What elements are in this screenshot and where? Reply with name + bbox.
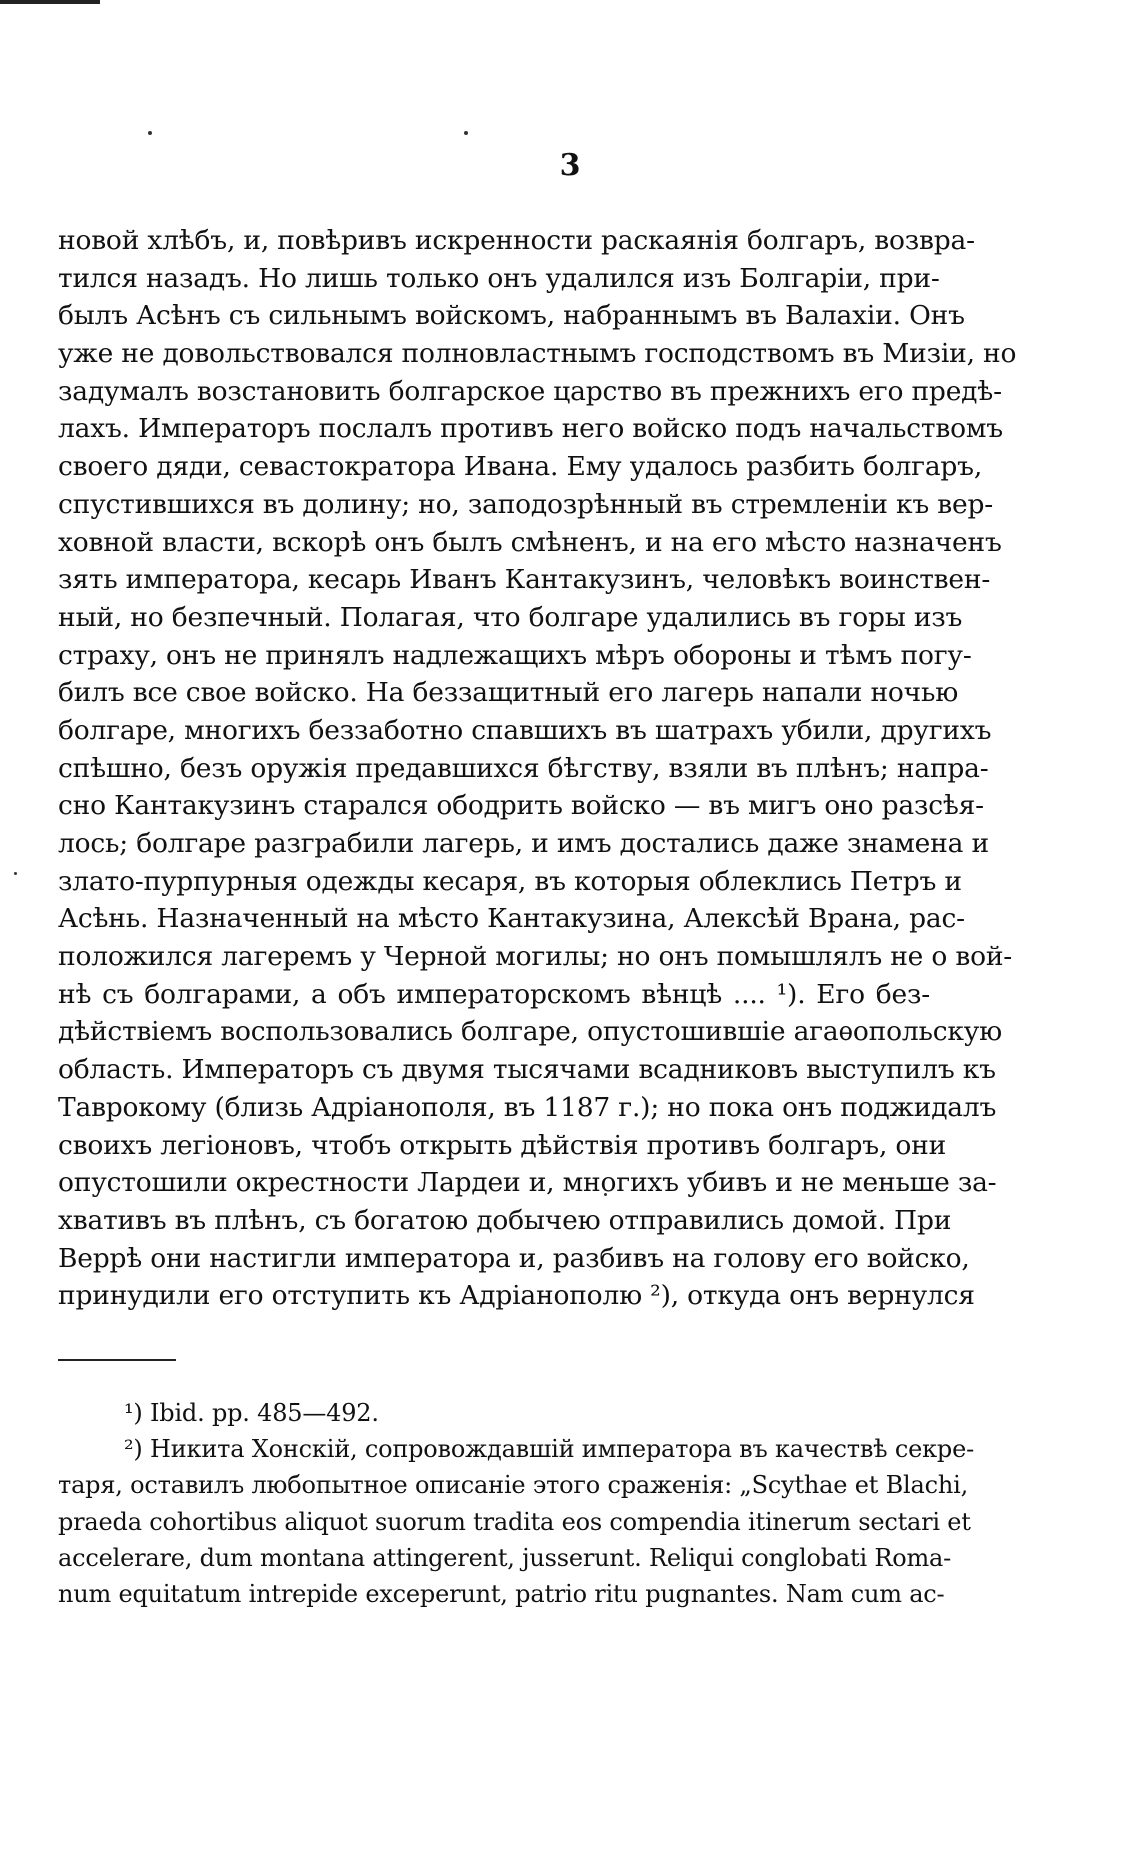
footnote-separator bbox=[58, 1359, 176, 1361]
text-line: принудили его отступить къ Адріанополю ²), откуда онъ вернулся bbox=[58, 1280, 975, 1312]
text-line: Асѣнь. Назначенный на мѣсто Кантакузина, Алексѣй Врана, рас- bbox=[58, 903, 965, 935]
text-line: лось; болгаре разграбили лагерь, и имъ достались даже знамена и bbox=[58, 828, 989, 859]
text-line: положился лагеремъ у Черной могилы; но онъ помышлялъ не о вой- bbox=[58, 941, 1013, 973]
text-line: дѣйствіемъ воспользовались болгаре, опустошившіе агаѳопольскую bbox=[58, 1016, 1002, 1048]
text-line: ховной власти, вскорѣ онъ былъ смѣненъ, и на его мѣсто назначенъ bbox=[58, 526, 1002, 558]
text-line: задумалъ возстановить болгарское царство въ прежнихъ его предѣ- bbox=[58, 375, 1002, 407]
text-line: спустившихся въ долину; но, заподозрѣнный въ стремленіи къ вер- bbox=[58, 488, 993, 520]
text-line: злато-пурпурныя одежды кесаря, въ которыя облеклись Петръ и bbox=[58, 865, 962, 897]
text-line: нѣ съ болгарами, а объ императорскомъ вѣнцѣ .... ¹). Его без- bbox=[58, 978, 930, 1010]
text-line: своего дяди, севастократора Ивана. Ему удалось разбить болгаръ, bbox=[58, 451, 983, 483]
footnote-2-line: num equitatum intrepide exceperunt, patrio ritu pugnantes. Nam cum ac- bbox=[58, 1579, 945, 1608]
text-line: тился назадъ. Но лишь только онъ удалился изъ Болгаріи, при- bbox=[58, 262, 940, 294]
text-line: хвативъ въ плѣнъ, съ богатою добычею отправились домой. При bbox=[58, 1204, 952, 1236]
text-line: своихъ легіоновъ, чтобъ открыть дѣйствія противъ болгаръ, они bbox=[58, 1129, 947, 1161]
text-line: сно Кантакузинъ старался ободрить войско — въ мигъ оно разсѣя- bbox=[58, 790, 984, 822]
text-line: болгаре, многихъ беззаботно спавшихъ въ шатрахъ убили, другихъ bbox=[58, 714, 992, 746]
footnote-2-line: praeda cohortibus aliquot suorum tradita eos compendia itinerum sectari et bbox=[58, 1507, 971, 1536]
scan-edge-mark bbox=[0, 0, 100, 4]
text-line: Веррѣ они настигли императора и, разбивъ на голову его войско, bbox=[58, 1242, 970, 1274]
text-line: спѣшно, безъ оружія предавшихся бѣгству, взяли въ плѣнъ; напра- bbox=[58, 752, 989, 784]
text-line: новой хлѣбъ, и, повѣривъ искренности раскаянія болгаръ, возвра- bbox=[58, 225, 975, 256]
footnote-1: ¹) Ibid. pp. 485—492. bbox=[124, 1399, 379, 1427]
scan-speck bbox=[14, 872, 17, 875]
footnote-2-line: accelerare, dum montana attingerent, jusserunt. Reliqui conglobati Roma- bbox=[58, 1543, 952, 1572]
text-line: билъ все свое войско. На беззащитный его лагерь напали ночью bbox=[58, 677, 959, 709]
page-number: 3 bbox=[559, 148, 581, 183]
scan-speck bbox=[464, 131, 468, 135]
text-line: лахъ. Императоръ послалъ противъ него войско подъ начальствомъ bbox=[58, 413, 1003, 445]
text-line: зять императора, кесарь Иванъ Кантакузинъ, человѣкъ воинствен- bbox=[58, 564, 991, 596]
footnote-2-line: ²) Никита Хонскій, сопровождавшій императора въ качествѣ секре- bbox=[124, 1435, 975, 1464]
text-line: уже не довольствовался полновластнымъ господствомъ въ Мизіи, но bbox=[58, 338, 1017, 370]
text-line: ный, но безпечный. Полагая, что болгаре удалились въ горы изъ bbox=[58, 601, 963, 633]
main-text bbox=[58, 222, 1017, 1315]
text-line: область. Императоръ съ двумя тысячами всадниковъ выступилъ къ bbox=[58, 1054, 996, 1086]
text-line: страху, онъ не принялъ надлежащихъ мѣръ обороны и тѣмъ погу- bbox=[58, 639, 972, 671]
footnotes bbox=[58, 1395, 975, 1612]
scan-speck bbox=[148, 131, 152, 135]
text-line: опустошили окрестности Лардеи и, многихъ убивъ и не меньше за- bbox=[58, 1167, 997, 1199]
text-line: Таврокому (близь Адріанополя, въ 1187 г.); но пока онъ поджидалъ bbox=[58, 1091, 997, 1123]
text-line: былъ Асѣнъ съ сильнымъ войскомъ, набраннымъ въ Валахіи. Онъ bbox=[58, 300, 965, 332]
footnote-2-line: таря, оставилъ любопытное описаніе этого сраженія: „Scythae et Blachi, bbox=[58, 1471, 969, 1500]
